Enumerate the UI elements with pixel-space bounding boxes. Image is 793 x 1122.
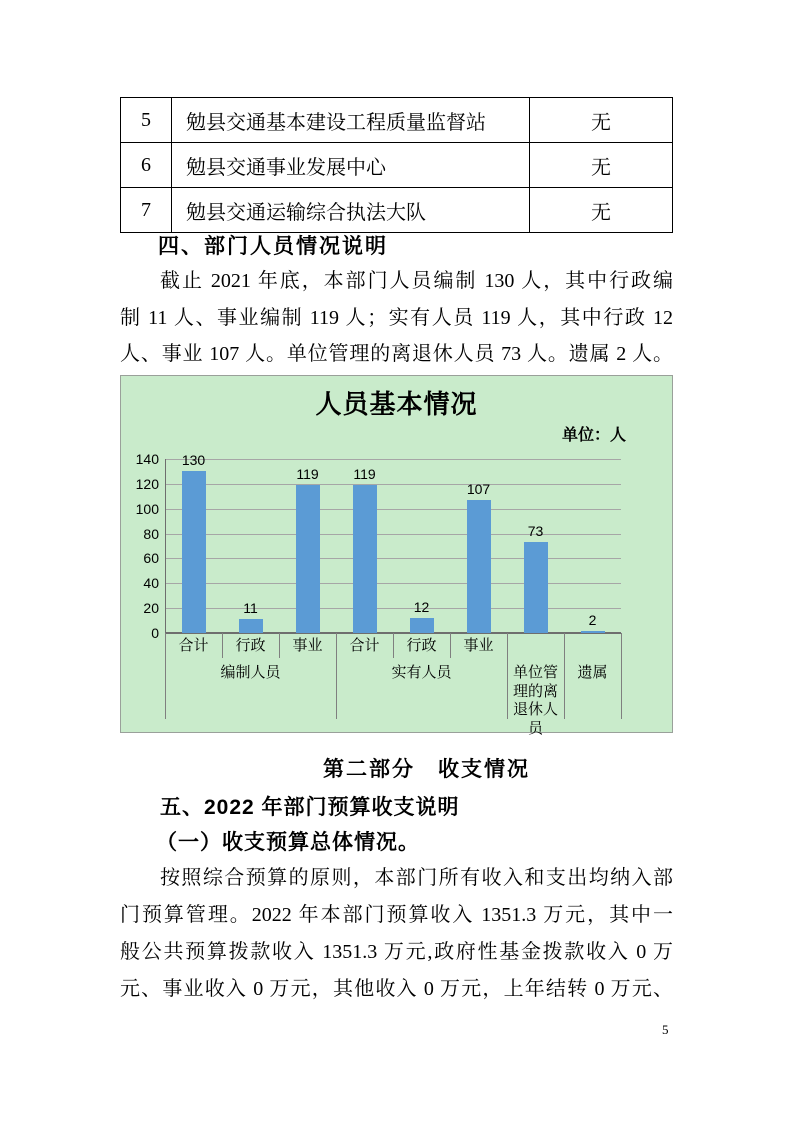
subsection-heading-overview: （一）收支预算总体情况。 <box>156 831 420 854</box>
category-separator-line <box>279 633 280 658</box>
bar <box>296 485 320 633</box>
bar <box>239 619 263 633</box>
page-number: 5 <box>662 1022 669 1037</box>
group-label: 单位管理的离退休人员 <box>512 665 558 737</box>
bar-value-label: 11 <box>243 600 258 617</box>
personnel-paragraph <box>120 263 673 373</box>
bar-value-label: 2 <box>588 611 597 628</box>
group-separator-line <box>336 633 337 719</box>
section-heading-budget: 五、2022 年部门预算收支说明 <box>160 796 460 819</box>
category-label: 事业 <box>463 638 494 654</box>
group-separator-line <box>165 633 166 719</box>
table-cell-name: 勉县交通运输综合执法大队 <box>172 188 530 233</box>
table-cell-name: 勉县交通基本建设工程质量监督站 <box>172 98 530 143</box>
org-table <box>120 97 673 233</box>
table-cell-name: 勉县交通事业发展中心 <box>172 143 530 188</box>
category-separator-line <box>450 633 451 658</box>
table-cell-number: 6 <box>121 143 172 188</box>
bar-value-label: 73 <box>527 523 544 540</box>
category-label: 事业 <box>292 638 323 654</box>
bar <box>353 485 377 633</box>
table-cell-result: 无 <box>530 98 673 143</box>
category-label: 行政 <box>235 638 266 654</box>
y-axis-tick-label: 40 <box>143 575 159 592</box>
bar-value-label: 119 <box>353 466 376 483</box>
group-label: 编制人员 <box>220 665 281 681</box>
category-label: 合计 <box>349 638 380 654</box>
bar-value-label: 107 <box>466 481 491 497</box>
paragraph-line: 按照综合预算的原则，本部门所有收入和支出均纳入部 <box>160 867 673 889</box>
bar-value-label: 12 <box>413 599 430 616</box>
budget-paragraph <box>120 860 673 1008</box>
chart-unit-label: 单位：人 <box>561 427 626 444</box>
personnel-bar-chart <box>120 375 673 737</box>
table-cell-result: 无 <box>530 143 673 188</box>
category-label: 合计 <box>178 638 209 654</box>
section-heading-personnel: 四、部门人员情况说明 <box>158 235 388 258</box>
gridline <box>165 484 621 485</box>
paragraph-line: 元、事业收入 0 万元，其他收入 0 万元，上年结转 0 万元、 <box>120 978 673 1000</box>
gridline <box>165 509 621 510</box>
y-axis-line <box>165 459 166 633</box>
gridline <box>165 558 621 559</box>
y-axis-tick-label: 60 <box>143 550 159 567</box>
group-label: 遗属 <box>577 665 608 681</box>
part2-heading: 第二部分 收支情况 <box>323 758 530 781</box>
category-separator-line <box>393 633 394 658</box>
paragraph-line: 般公共预算拨款收入 1351.3 万元,政府性基金拨款收入 0 万 <box>120 941 673 963</box>
chart-title: 人员基本情况 <box>315 389 478 419</box>
bar <box>410 618 434 633</box>
bar-value-label: 130 <box>181 452 206 469</box>
y-axis-tick-label: 100 <box>135 500 159 517</box>
gridline <box>165 583 621 584</box>
bar <box>182 471 206 633</box>
category-label: 行政 <box>406 638 437 654</box>
category-separator-line <box>222 633 223 658</box>
paragraph-line: 制 11 人、事业编制 119 人；实有人员 119 人，其中行政 12 <box>120 306 673 329</box>
table-cell-result: 无 <box>530 188 673 233</box>
y-axis-tick-label: 140 <box>135 451 159 467</box>
y-axis-tick-label: 0 <box>151 625 159 641</box>
paragraph-line: 截止 2021 年底，本部门人员编制 130 人，其中行政编 <box>160 270 673 292</box>
paragraph-line: 门预算管理。2022 年本部门预算收入 1351.3 万元，其中一 <box>120 904 673 926</box>
group-label: 实有人员 <box>391 665 452 681</box>
paragraph-line: 人、事业 107 人。单位管理的离退休人员 73 人。遗属 2 人。 <box>120 343 673 365</box>
bar <box>581 631 605 633</box>
group-separator-line <box>621 633 622 719</box>
y-axis-tick-label: 20 <box>143 600 159 617</box>
table-cell-number: 7 <box>121 188 172 233</box>
group-separator-line <box>564 633 565 719</box>
group-separator-line <box>507 633 508 719</box>
y-axis-tick-label: 120 <box>135 475 159 492</box>
bar-value-label: 119 <box>296 466 319 483</box>
y-axis-tick-label: 80 <box>143 525 159 542</box>
gridline <box>165 459 621 460</box>
bar <box>524 542 548 633</box>
table-cell-number: 5 <box>121 98 172 143</box>
bar <box>467 500 491 633</box>
